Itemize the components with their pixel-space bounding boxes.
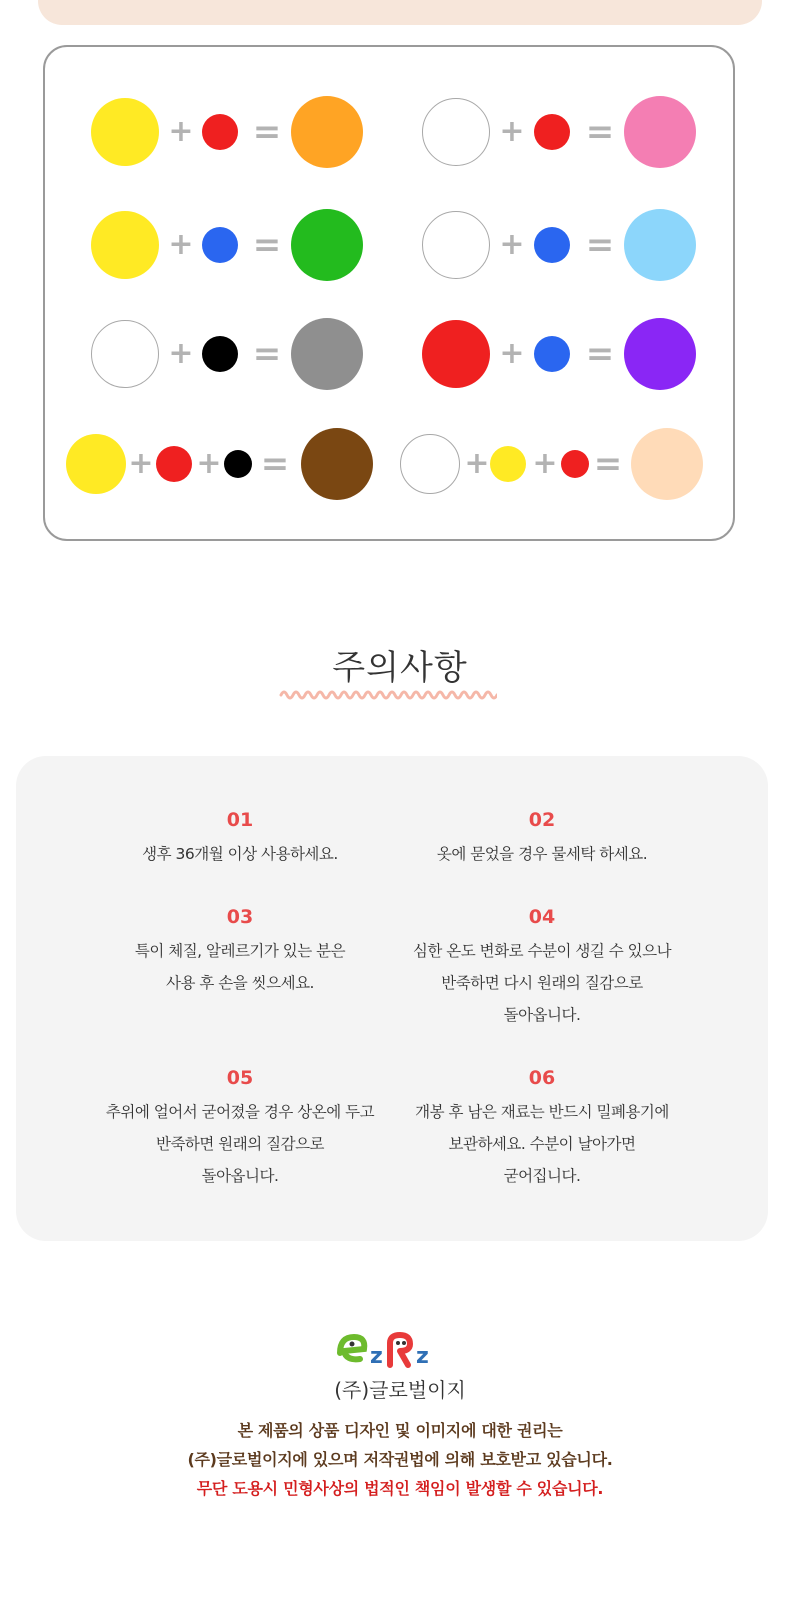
mix-result-circle: [291, 209, 363, 281]
caution-item-text: 심한 온도 변화로 수분이 생길 수 있으나: [412, 942, 672, 960]
caution-item: [75, 1065, 405, 1192]
caution-item: [377, 1065, 707, 1192]
mix-result-circle: [624, 209, 696, 281]
mix-result-circle: [291, 318, 363, 390]
mix-input-circle: [422, 320, 490, 388]
equals-sign: =: [252, 334, 282, 374]
caution-item-number: 01: [226, 809, 254, 831]
caution-item-number: 03: [226, 906, 254, 928]
mix-input-circle: [66, 434, 126, 494]
svg-text:z: z: [416, 1344, 429, 1369]
caution-item: [377, 904, 707, 1031]
caution-item-text: 특이 체질, 알레르기가 있는 분은: [134, 942, 346, 960]
mix-input-circle: [202, 227, 238, 263]
mix-result-circle: [291, 96, 363, 168]
mix-input-circle: [91, 211, 159, 279]
mix-input-circle: [156, 446, 192, 482]
caution-item-text: 옷에 묻었을 경우 물세탁 하세요.: [436, 845, 648, 863]
mix-input-circle: [202, 336, 238, 372]
caution-item-text: 사용 후 손을 씻으세요.: [166, 974, 314, 992]
plus-sign: +: [499, 227, 525, 262]
plus-sign: +: [168, 336, 194, 371]
mix-input-circle: [561, 450, 589, 478]
caution-item: [75, 904, 405, 999]
caution-item-number: 02: [528, 809, 556, 831]
plus-sign: +: [499, 114, 525, 149]
equals-sign: =: [260, 444, 290, 484]
caution-title: 주의사항: [332, 648, 468, 688]
equals-sign: =: [585, 225, 615, 265]
plus-sign: +: [532, 446, 558, 481]
mix-input-circle: [422, 211, 490, 279]
equals-sign: =: [252, 112, 282, 152]
mix-input-circle: [202, 114, 238, 150]
color-mixing-chart: [43, 45, 735, 541]
plus-sign: +: [168, 227, 194, 262]
caution-item-text: 추위에 얼어서 굳어졌을 경우 상온에 두고: [105, 1103, 375, 1121]
mix-input-circle: [534, 227, 570, 263]
plus-sign: +: [196, 446, 222, 481]
caution-item-text: 돌아옵니다.: [201, 1167, 279, 1185]
copyright-notice-line-1: 본 제품의 상품 디자인 및 이미지에 대한 권리는: [237, 1421, 563, 1440]
plus-sign: +: [499, 336, 525, 371]
mix-input-circle: [490, 446, 526, 482]
caution-item-text: 굳어집니다.: [503, 1167, 581, 1185]
caution-item-number: 06: [528, 1067, 556, 1089]
caution-item-text: 보관하세요. 수분이 날아가면: [448, 1135, 636, 1153]
equals-sign: =: [585, 112, 615, 152]
mix-result-circle: [624, 96, 696, 168]
equals-sign: =: [585, 334, 615, 374]
ezrz-logo: [334, 1329, 442, 1373]
caution-item-number: 05: [226, 1067, 254, 1089]
copyright-warning-line: 무단 도용시 민형사상의 법적인 책임이 발생할 수 있습니다.: [196, 1479, 604, 1498]
plus-sign: +: [464, 446, 490, 481]
caution-item: [75, 807, 405, 870]
mix-result-circle: [624, 318, 696, 390]
mix-input-circle: [91, 320, 159, 388]
mix-input-circle: [400, 434, 460, 494]
caution-item-text: 반죽하면 다시 원래의 질감으로: [441, 974, 643, 992]
mix-input-circle: [534, 114, 570, 150]
mix-result-circle: [301, 428, 373, 500]
mix-input-circle: [534, 336, 570, 372]
plus-sign: +: [168, 114, 194, 149]
caution-item-text: 돌아옵니다.: [503, 1006, 581, 1024]
plus-sign: +: [128, 446, 154, 481]
equals-sign: =: [252, 225, 282, 265]
copyright-notice-line-2: (주)글로벌이지에 있으며 저작권법에 의해 보호받고 있습니다.: [187, 1450, 613, 1469]
wave-divider-icon: [279, 687, 497, 703]
caution-item-text: 생후 36개월 이상 사용하세요.: [142, 845, 338, 863]
mix-input-circle: [422, 98, 490, 166]
equals-sign: =: [593, 444, 623, 484]
caution-item: [377, 807, 707, 870]
caution-item-text: 반죽하면 원래의 질감으로: [155, 1135, 325, 1153]
caution-panel: [16, 756, 768, 1241]
mix-input-circle: [224, 450, 252, 478]
mix-input-circle: [91, 98, 159, 166]
caution-item-text: 개봉 후 남은 재료는 반드시 밀폐용기에: [415, 1103, 669, 1121]
svg-text:z: z: [370, 1344, 383, 1369]
caution-item-number: 04: [528, 906, 556, 928]
company-name: (주)글로벌이지: [334, 1378, 466, 1402]
top-band: [38, 0, 762, 25]
mix-result-circle: [631, 428, 703, 500]
